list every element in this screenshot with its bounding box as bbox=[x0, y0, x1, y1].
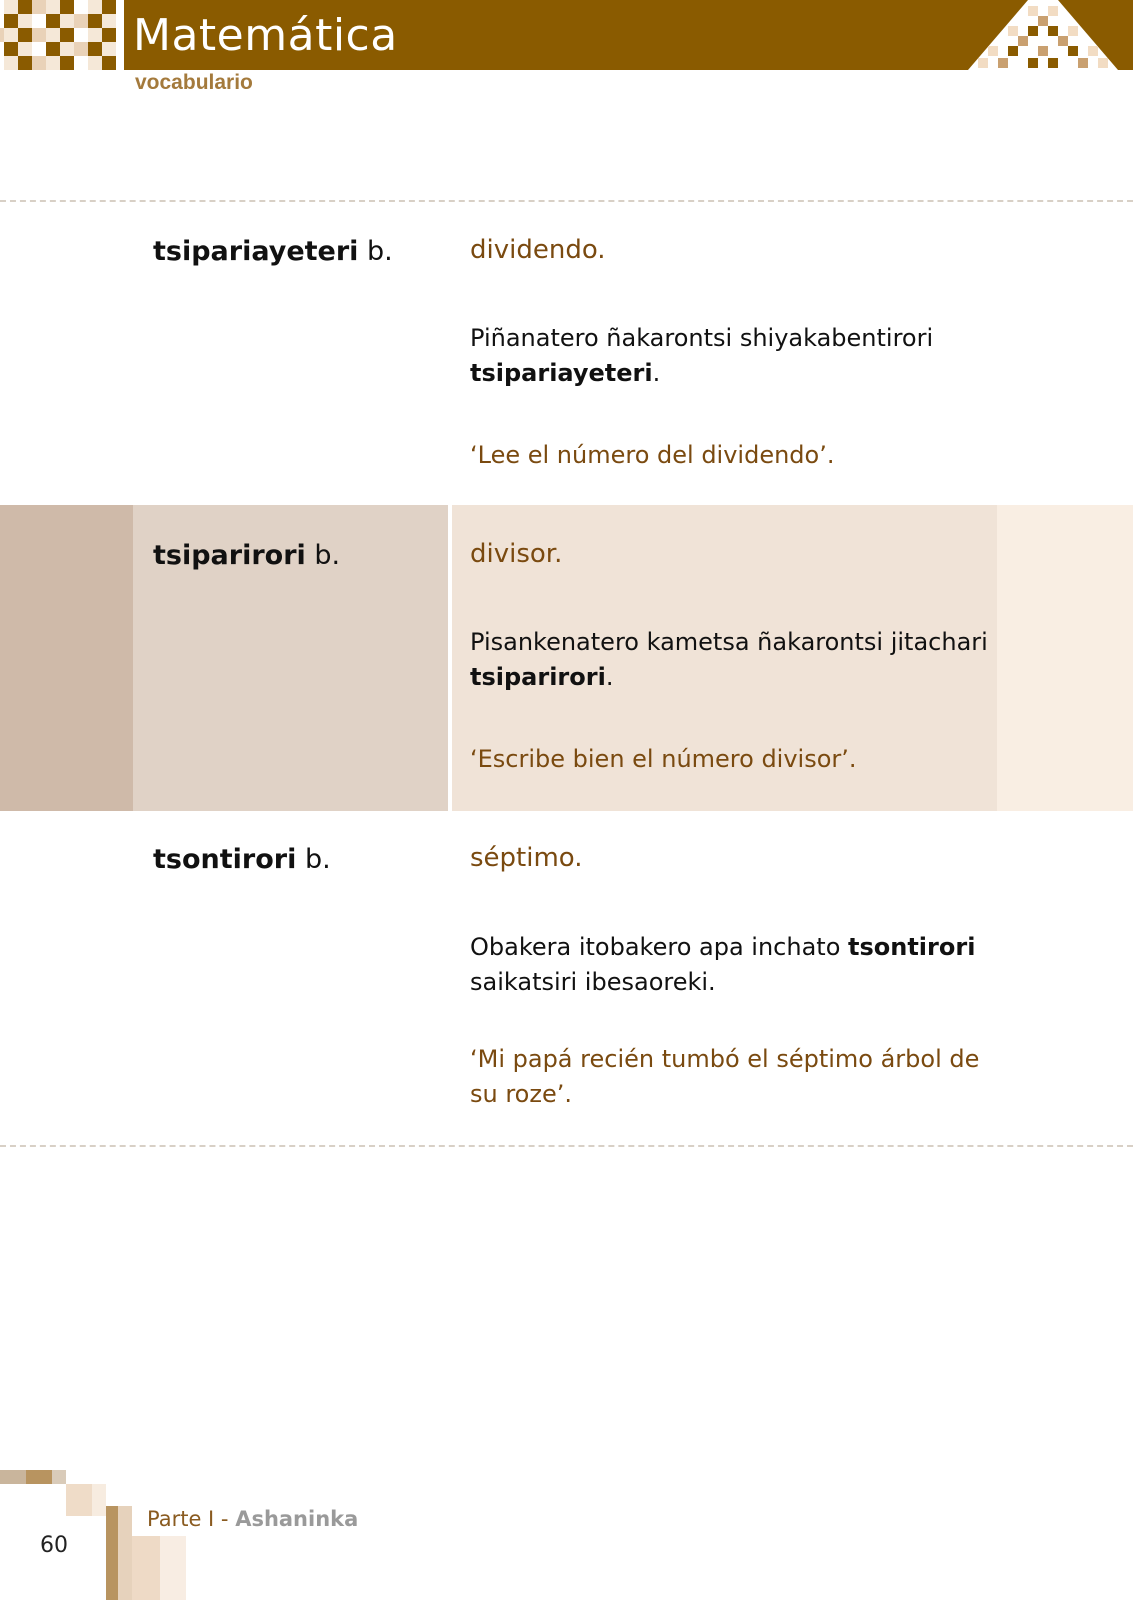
page-subtitle: vocabulario bbox=[135, 71, 253, 94]
entry-gloss: divisor. bbox=[470, 539, 563, 569]
term-pos: b. bbox=[304, 844, 331, 875]
page-title: Matemática bbox=[133, 10, 398, 61]
row-shade-4 bbox=[997, 505, 1133, 811]
footer-pattern bbox=[0, 1470, 200, 1600]
example-text: Pisankenatero kametsa ñakarontsi jitachari bbox=[470, 628, 988, 656]
entry-term bbox=[153, 842, 331, 877]
entry-term bbox=[153, 538, 340, 573]
entry-translation: ‘Escribe bien el número divisor’. bbox=[470, 745, 857, 773]
footer-part: Parte I - bbox=[147, 1507, 236, 1531]
term-pos: b. bbox=[314, 540, 341, 571]
entry-term bbox=[153, 234, 393, 269]
top-divider bbox=[0, 200, 1133, 202]
example-text-end: . bbox=[605, 662, 614, 691]
entry-gloss: séptimo. bbox=[470, 843, 583, 873]
term-word: tsiparirori bbox=[153, 540, 306, 571]
footer-language: Ashaninka bbox=[235, 1507, 359, 1531]
term-word: tsontirori bbox=[153, 844, 297, 875]
example-highlight: tsiparirori bbox=[470, 662, 606, 691]
example-text: Obakera itobakero apa inchato bbox=[470, 933, 848, 961]
example-highlight: tsipariayeteri bbox=[470, 358, 653, 387]
entry-translation: ‘Lee el número del dividendo’. bbox=[470, 441, 835, 469]
page-number: 60 bbox=[40, 1533, 68, 1558]
row-shade-1 bbox=[0, 505, 133, 811]
term-word: tsipariayeteri bbox=[153, 236, 359, 267]
example-text-end: saikatsiri ibesaoreki. bbox=[470, 967, 716, 996]
header-pattern-left bbox=[0, 0, 124, 70]
entry-example bbox=[470, 930, 990, 1000]
header-pattern-right bbox=[968, 0, 1133, 70]
bottom-divider bbox=[0, 1145, 1133, 1147]
entry-example bbox=[470, 321, 990, 391]
entry-example bbox=[470, 625, 990, 695]
entry-gloss: dividendo. bbox=[470, 235, 606, 265]
example-text: Piñanatero ñakarontsi shiyakabentirori bbox=[470, 324, 934, 352]
footer-part-label bbox=[147, 1507, 358, 1531]
example-text-end: . bbox=[652, 358, 661, 387]
term-pos: b. bbox=[367, 236, 393, 267]
entry-translation: ‘Mi papá recién tumbó el séptimo árbol de su roze’. bbox=[470, 1045, 980, 1108]
example-highlight: tsontirori bbox=[848, 933, 976, 961]
